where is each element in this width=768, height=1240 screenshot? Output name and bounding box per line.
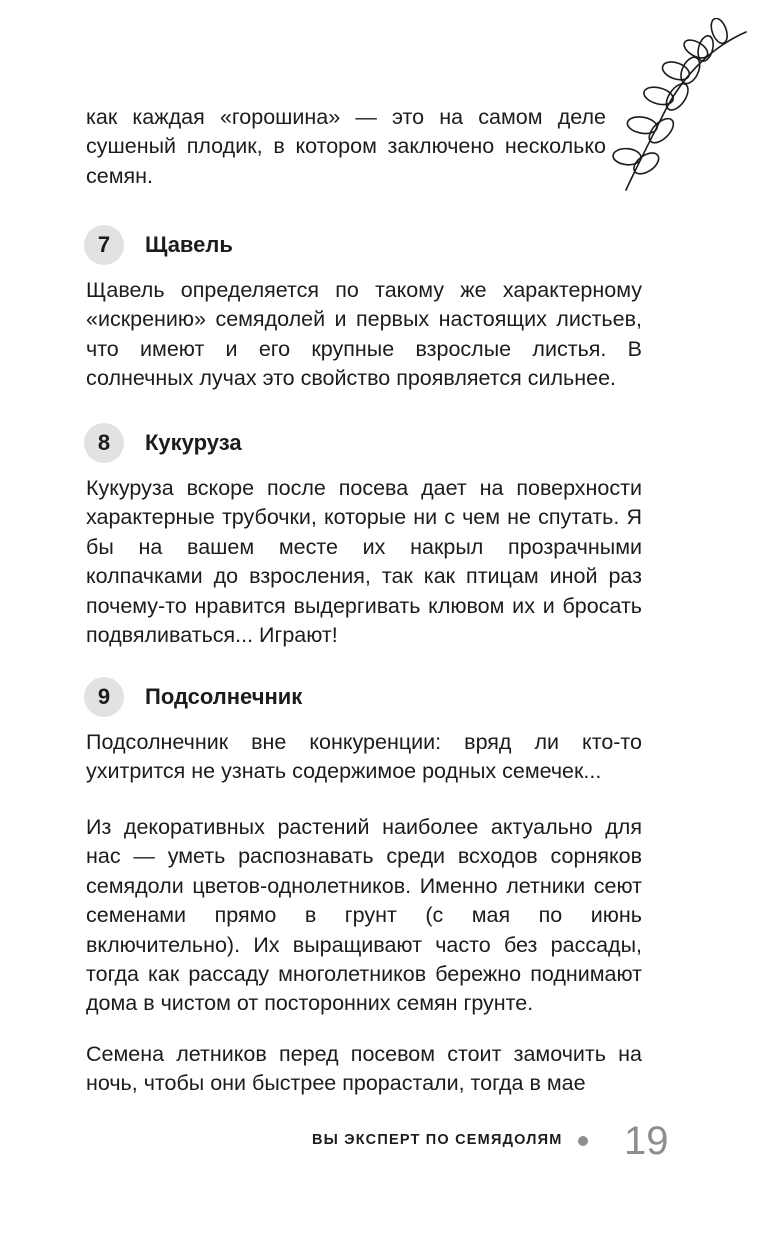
section-paragraph: Из декоративных растений наиболее актуально для нас — уметь распознавать среди всходов сорняков семядоли цветов-однолетников. Именно летники сеют семенами прямо в грунт (с мая по июнь включительно). Их выращивают часто без рассады, тогда как рассаду многолетников бережно поднимают дома в чистом от посторонних семян грунте. xyxy=(86,815,642,1016)
section-9-heading xyxy=(84,677,302,717)
footer-bullet-icon xyxy=(578,1136,588,1146)
running-footer-title: ВЫ ЭКСПЕРТ ПО СЕМЯДОЛЯМ xyxy=(312,1132,563,1148)
section-paragraph: Щавель определяется по такому же характерному «искрению» семядолей и первых настоящих листьев, что имеют и его крупные взрослые листья. В солнечных лучах это свойство проявляется сильнее. xyxy=(86,278,642,391)
section-number-badge: 7 xyxy=(84,225,124,265)
section-paragraph: Кукуруза вскоре после посева дает на поверхности характерные трубочки, которые ни с чем не спутать. Я бы на вашем месте их накрыл прозрачными колпачками до взросления, так как птицам иной раз почему-то нравится выдергивать клювом их и бросать подвяливаться... Играют! xyxy=(86,476,642,648)
section-9-body-1 xyxy=(86,728,642,787)
section-paragraph: Семена летников перед посевом стоит замочить на ночь, чтобы они быстрее прорастали, тогда в мае xyxy=(86,1042,642,1096)
page-number: 19 xyxy=(624,1119,669,1163)
section-title: Кукуруза xyxy=(145,430,242,455)
section-7-heading xyxy=(84,225,233,265)
section-9-body-3 xyxy=(86,1040,642,1099)
section-title: Подсолнечник xyxy=(145,684,303,709)
intro-text: как каждая «горошина» — это на самом деле сушеный плодик, в котором заключено несколько семян. xyxy=(86,105,606,188)
section-8-heading xyxy=(84,423,242,463)
leaf-branch-illustration xyxy=(604,18,754,198)
section-number-badge: 8 xyxy=(84,423,124,463)
intro-paragraph xyxy=(86,103,606,191)
section-8-body xyxy=(86,474,642,650)
section-paragraph: Подсолнечник вне конкуренции: вряд ли кто-то ухитрится не узнать содержимое родных семечек... xyxy=(86,730,642,784)
section-number-badge: 9 xyxy=(84,677,124,717)
section-title: Щавель xyxy=(145,232,233,257)
section-7-body xyxy=(86,276,642,394)
section-9-body-2 xyxy=(86,813,642,1019)
